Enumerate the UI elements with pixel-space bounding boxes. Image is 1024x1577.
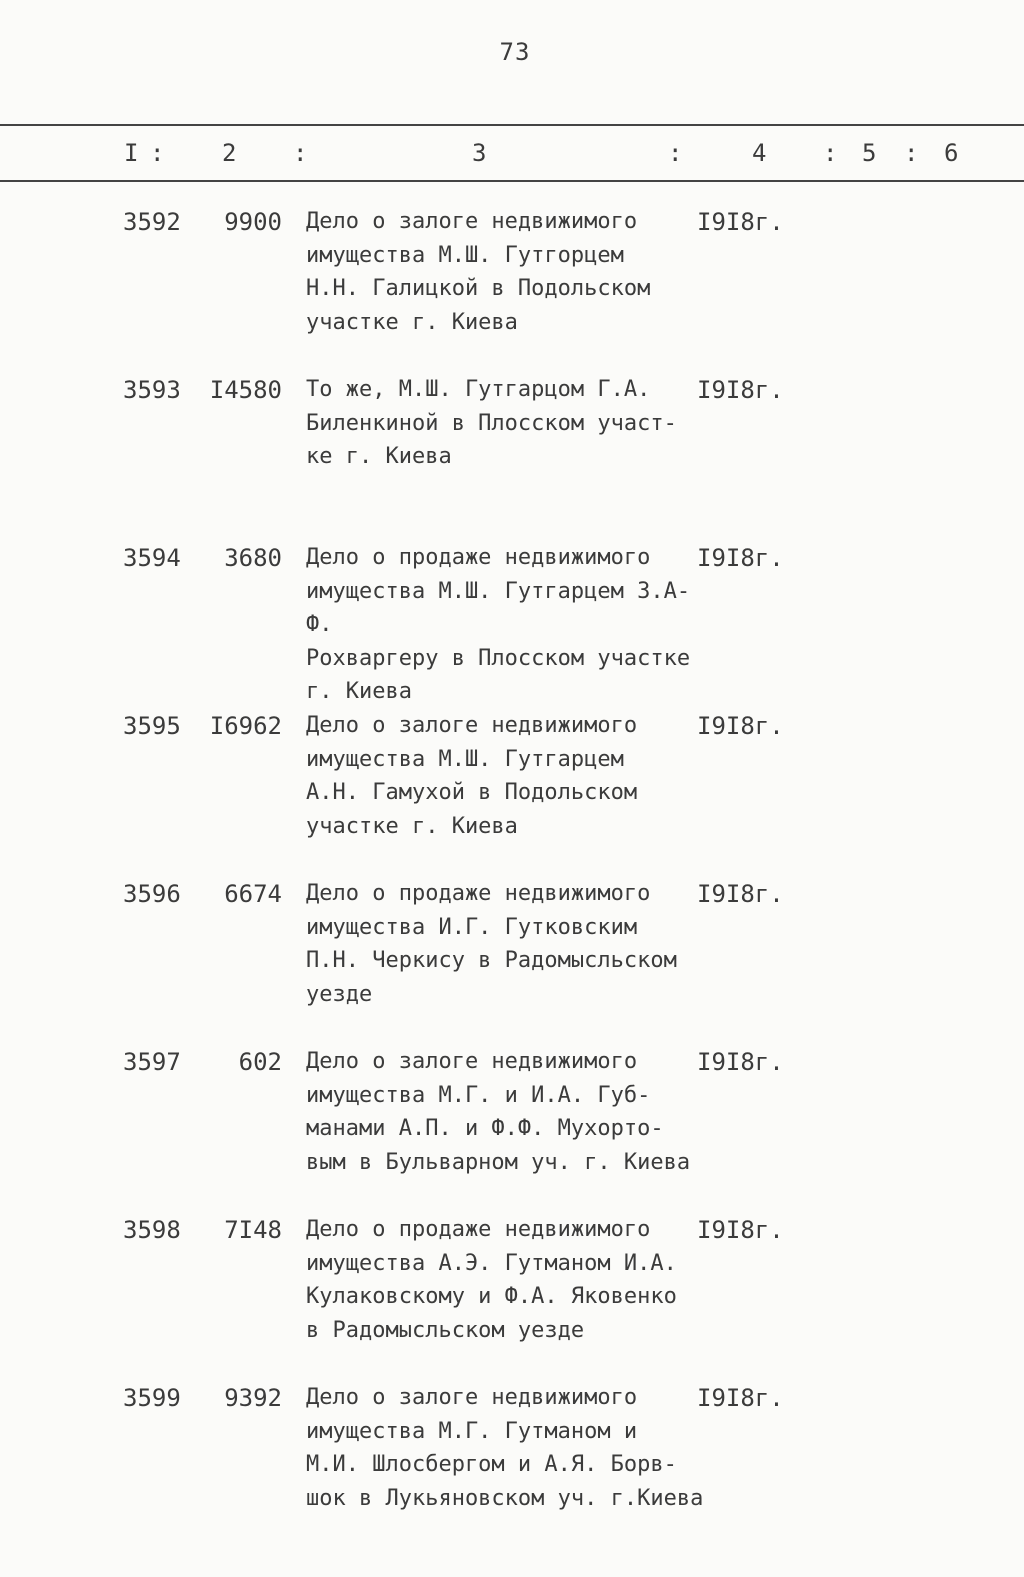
- case-date: I9I8г.: [697, 1384, 784, 1412]
- old-number: 9900: [224, 208, 282, 236]
- old-number: I6962: [209, 712, 282, 740]
- inventory-number: 3594: [123, 544, 181, 572]
- inventory-number: 3599: [123, 1384, 181, 1412]
- case-date: I9I8г.: [697, 544, 784, 572]
- header-separator: :: [823, 139, 838, 167]
- case-description: Дело о продаже недвижимого имущества И.Г. Гутковским П.Н. Черкису в Радомысльском уезде: [306, 881, 677, 1007]
- inventory-number: 3592: [123, 208, 181, 236]
- header-separator: :: [668, 139, 683, 167]
- entries-list: [0, 205, 1024, 1549]
- list-item: [0, 877, 1024, 1045]
- old-number: 3680: [224, 544, 282, 572]
- header-col-3: 3: [472, 139, 487, 167]
- page-number: 73: [499, 38, 531, 66]
- old-number: 9392: [224, 1384, 282, 1412]
- case-date: I9I8г.: [697, 376, 784, 404]
- header-col-4: 4: [752, 139, 767, 167]
- case-date: I9I8г.: [697, 1048, 784, 1076]
- inventory-number: 3598: [123, 1216, 181, 1244]
- old-number: 6674: [224, 880, 282, 908]
- list-item: [0, 205, 1024, 373]
- case-date: I9I8г.: [697, 880, 784, 908]
- old-number: I4580: [209, 376, 282, 404]
- header-col-2: 2: [222, 139, 237, 167]
- case-date: I9I8г.: [697, 1216, 784, 1244]
- list-item: [0, 709, 1024, 877]
- case-date: I9I8г.: [697, 712, 784, 740]
- case-description: Дело о залоге недвижимого имущества М.Г. Гутманом и М.И. Шлосбергом и А.Я. Борв- шок в Лукьяновском уч. г.Киева: [306, 1385, 704, 1511]
- old-number: 7I48: [224, 1216, 282, 1244]
- top-rule: [0, 124, 1024, 126]
- header-col-5: 5: [862, 139, 877, 167]
- header-separator: :: [904, 139, 919, 167]
- case-description: Дело о залоге недвижимого имущества М.Г. и И.А. Губ- манами А.П. и Ф.Ф. Мухорто- вым в Бульварном уч. г. Киева: [306, 1049, 691, 1175]
- case-description: Дело о продаже недвижимого имущества М.Ш. Гутгарцем З.А-Ф. Рохваргеру в Плосском участке г. Киева: [306, 545, 691, 704]
- header-col-6: 6: [944, 139, 959, 167]
- case-date: I9I8г.: [697, 208, 784, 236]
- column-header-row: [0, 139, 1024, 171]
- inventory-number: 3596: [123, 880, 181, 908]
- header-separator: :: [150, 139, 165, 167]
- case-description: Дело о залоге недвижимого имущества М.Ш. Гутгорцем Н.Н. Галицкой в Подольском участке г. Киева: [306, 209, 651, 335]
- inventory-number: 3593: [123, 376, 181, 404]
- header-col-1: I: [124, 139, 139, 167]
- header-bottom-rule: [0, 180, 1024, 182]
- case-description: Дело о продаже недвижимого имущества А.Э. Гутманом И.А. Кулаковскому и Ф.А. Яковенко в Радомысльском уезде: [306, 1217, 677, 1343]
- case-description: То же, М.Ш. Гутгарцом Г.А. Биленкиной в Плосском участ- ке г. Киева: [306, 377, 677, 469]
- list-item: [0, 1213, 1024, 1381]
- header-separator: :: [293, 139, 308, 167]
- list-item: [0, 1045, 1024, 1213]
- list-item: [0, 1381, 1024, 1549]
- case-description: Дело о залоге недвижимого имущества М.Ш. Гутгарцем А.Н. Гамухой в Подольском участке г. Киева: [306, 713, 638, 839]
- list-item: [0, 373, 1024, 541]
- inventory-number: 3595: [123, 712, 181, 740]
- old-number: 602: [238, 1048, 282, 1076]
- inventory-number: 3597: [123, 1048, 181, 1076]
- list-item: [0, 541, 1024, 709]
